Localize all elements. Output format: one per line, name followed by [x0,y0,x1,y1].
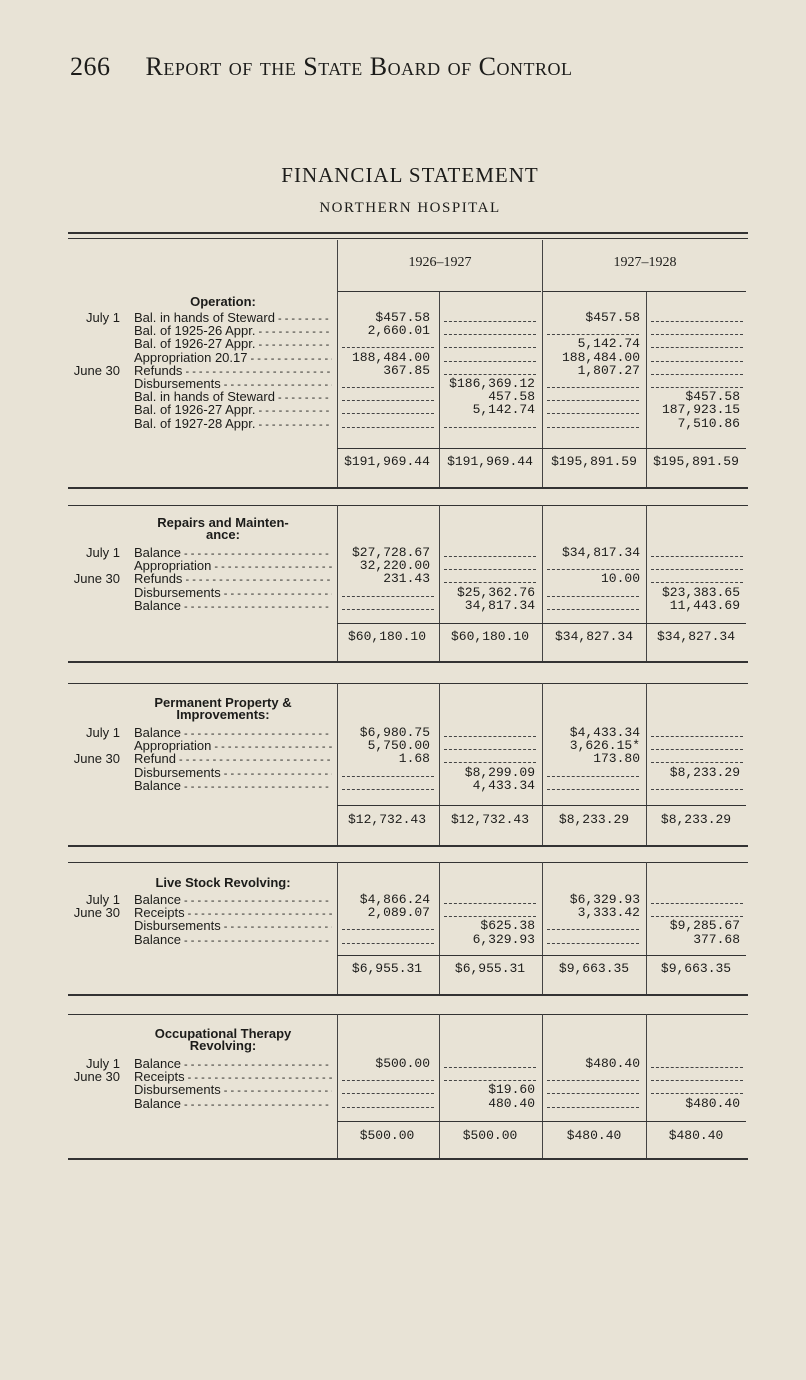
row-amount: 5,750.00 [367,738,430,754]
column-line [439,292,440,487]
blank-entry-leader [444,569,536,570]
blank-entry-leader [651,374,743,375]
totals-rule [337,805,746,806]
blank-entry-leader [547,413,639,414]
blank-entry-leader [547,1093,639,1094]
row-amount: 377.68 [693,931,740,947]
blank-entry-leader [651,762,743,763]
blank-entry-leader [444,903,536,904]
row-amount: $500.00 [375,1056,430,1071]
row-amount: 10.00 [600,571,640,587]
section-bottom-rule [68,661,748,663]
row-label: Balance - - - [134,599,332,614]
section-bottom-rule [68,1158,748,1160]
row-amount: 2,660.01 [367,323,430,339]
blank-entry-leader [444,762,536,763]
total-amount: $9,663.35 [660,961,732,976]
blank-entry-leader [444,749,536,750]
row-label: Refund - - - [134,752,332,767]
page-number: 266 [70,52,111,81]
row-label: Disbursements - - - [134,377,332,392]
blank-entry-leader [651,1093,743,1094]
row-amount: $480.40 [685,1095,740,1111]
row-label: Balance - - - [134,1097,332,1112]
blank-entry-leader [547,1080,639,1081]
row-label: Balance - - - [134,933,332,948]
row-amount: $8,299.09 [464,764,535,780]
total-amount: $480.40 [668,1128,724,1143]
total-amount: $12,732.43 [347,812,426,827]
blank-entry-leader [444,374,536,375]
blank-entry-leader [547,789,639,790]
column-line [542,292,543,487]
totals-rule [337,1121,746,1122]
blank-entry-leader [651,556,743,557]
column-line [439,683,440,845]
row-amount: $4,433.34 [569,725,640,740]
row-label: Disbursements - - - [134,766,332,781]
column-line [337,292,338,487]
blank-entry-leader [444,347,536,348]
row-date: June 30 [73,751,120,767]
total-amount: $9,663.35 [558,961,630,976]
blank-entry-leader [651,361,743,362]
column-line [337,683,338,845]
document-subtitle: NORTHERN HOSPITAL [319,200,501,216]
row-date: June 30 [73,362,120,378]
row-label: Receipts - - - [134,1070,332,1085]
column-line [542,505,543,661]
row-date: July 1 [86,310,120,325]
row-amount: $186,369.12 [449,376,535,391]
row-amount: $457.58 [375,310,430,325]
total-amount: $191,969.44 [344,454,430,469]
blank-entry-leader [651,736,743,737]
blank-entry-leader [444,916,536,917]
row-amount: 2,089.07 [367,905,430,921]
blank-entry-leader [444,321,536,322]
column-header-1927-1928: 1927–1928 [613,255,677,270]
total-amount: $480.40 [566,1128,622,1143]
blank-entry-leader [342,1080,434,1081]
column-line [542,1014,543,1158]
col-line-header-1 [337,240,338,292]
row-date: June 30 [73,1069,120,1085]
blank-entry-leader [651,582,743,583]
blank-entry-leader [547,569,639,570]
row-label: Balance - - - [134,1057,332,1072]
row-amount: $6,329.93 [569,892,640,907]
row-label: Balance - - - [134,546,332,561]
total-amount: $195,891.59 [551,454,637,469]
row-label: Balance - - - [134,779,332,794]
row-label: Balance - - - [134,893,332,908]
row-amount: $25,362.76 [456,584,535,600]
row-amount: 1,807.27 [577,362,640,378]
row-amount: $27,728.67 [351,545,430,560]
column-line [337,862,338,994]
row-label: Bal. of 1925-26 Appr. - - - [134,324,332,339]
row-amount: $4,866.24 [359,892,430,907]
blank-entry-leader [547,1107,639,1108]
row-date: June 30 [73,905,120,921]
top-rule [68,232,748,234]
top-rule-second [68,238,748,239]
row-amount: $625.38 [480,918,535,934]
total-amount: $34,827.34 [656,629,735,644]
col-line-header-2 [542,240,543,292]
section-heading: Occupational Therapy [154,1026,292,1041]
blank-entry-leader [651,1080,743,1081]
blank-entry-leader [342,596,434,597]
document-title: FINANCIAL STATEMENT [281,163,539,187]
row-amount: $19.60 [488,1082,535,1098]
blank-entry-leader [651,916,743,917]
section-bottom-rule [68,845,748,847]
blank-entry-leader [547,929,639,930]
blank-entry-leader [547,387,639,388]
blank-entry-leader [342,427,434,428]
blank-entry-leader [444,334,536,335]
row-date: June 30 [73,571,120,587]
row-amount: 367.85 [383,362,430,378]
running-head-title: Report of the State Board of Control [145,52,573,81]
blank-entry-leader [651,321,743,322]
total-amount: $8,233.29 [660,812,732,827]
total-amount: $60,180.10 [347,629,426,644]
column-line [542,683,543,845]
blank-entry-leader [651,1067,743,1068]
blank-entry-leader [342,943,434,944]
totals-rule [337,448,746,449]
row-amount: 187,923.15 [661,402,740,418]
row-amount: $23,383.65 [661,584,740,600]
blank-entry-leader [444,556,536,557]
header-rule-right [542,291,746,292]
total-amount: $8,233.29 [558,812,630,827]
blank-entry-leader [444,1067,536,1068]
row-label: Receipts - - - [134,906,332,921]
total-amount: $34,827.34 [554,629,633,644]
row-date: July 1 [86,892,120,907]
row-amount: 4,433.34 [472,777,535,793]
row-label: Bal. in hands of Steward - - - [134,311,332,326]
blank-entry-leader [651,347,743,348]
blank-entry-leader [651,789,743,790]
row-label: Appropriation - - - [134,559,332,574]
row-label: Refunds - - - [134,572,332,587]
blank-entry-leader [342,387,434,388]
totals-rule [337,955,746,956]
blank-entry-leader [444,361,536,362]
column-line [542,862,543,994]
row-amount: $6,980.75 [359,725,430,740]
row-label: Bal. in hands of Steward - - - [134,390,332,405]
column-line [646,505,647,661]
column-line [439,1014,440,1158]
row-amount: 480.40 [488,1095,535,1111]
blank-entry-leader [547,596,639,597]
blank-entry-leader [651,334,743,335]
row-date: July 1 [86,725,120,740]
section-heading: Improvements: [176,707,270,722]
row-amount: 5,142.74 [577,336,640,352]
row-label: Disbursements - - - [134,1083,332,1098]
row-amount: $9,285.67 [669,918,740,934]
blank-entry-leader [651,387,743,388]
row-amount: 188,484.00 [351,349,430,365]
section-bottom-rule [68,487,748,489]
row-label: Bal. of 1927-28 Appr. - - - [134,417,332,432]
blank-entry-leader [547,334,639,335]
column-line [337,505,338,661]
section-heading: Operation: [190,294,256,309]
row-amount: 34,817.34 [464,597,535,613]
section-heading: Permanent Property & [154,695,292,710]
blank-entry-leader [547,400,639,401]
blank-entry-leader [342,1093,434,1094]
section-heading: ance: [206,527,240,542]
column-line [337,1014,338,1158]
row-label: Disbursements - - - [134,919,332,934]
row-amount: 231.43 [383,571,430,587]
blank-entry-leader [342,929,434,930]
row-label: Refunds - - - [134,364,332,379]
blank-entry-leader [444,427,536,428]
blank-entry-leader [342,400,434,401]
total-amount: $60,180.10 [450,629,529,644]
row-label: Balance - - - [134,726,332,741]
row-amount: 5,142.74 [472,402,535,418]
section-heading: Repairs and Mainten- [157,515,289,530]
blank-entry-leader [444,1080,536,1081]
totals-rule [337,623,746,624]
row-amount: $457.58 [585,310,640,325]
total-amount: $6,955.31 [454,961,526,976]
blank-entry-leader [547,427,639,428]
row-label: Bal. of 1926-27 Appr. - - - [134,403,332,418]
running-head [70,52,572,82]
column-line [646,1014,647,1158]
blank-entry-leader [547,609,639,610]
total-amount: $6,955.31 [351,961,423,976]
blank-entry-leader [342,1107,434,1108]
total-amount: $500.00 [359,1128,415,1143]
row-amount: 7,510.86 [677,415,740,431]
row-amount: $8,233.29 [669,764,740,780]
row-date: July 1 [86,545,120,560]
row-label: Disbursements - - - [134,586,332,601]
total-amount: $191,969.44 [447,454,533,469]
total-amount: $195,891.59 [653,454,739,469]
blank-entry-leader [547,943,639,944]
column-line [439,505,440,661]
row-amount: $457.58 [685,389,740,405]
row-label: Bal. of 1926-27 Appr. - - - [134,337,332,352]
blank-entry-leader [342,609,434,610]
blank-entry-leader [547,776,639,777]
row-amount: 173.80 [593,751,640,767]
blank-entry-leader [342,776,434,777]
total-amount: $12,732.43 [450,812,529,827]
row-date: July 1 [86,1056,120,1071]
row-amount: $480.40 [585,1056,640,1071]
column-line [646,862,647,994]
section-heading: Live Stock Revolving: [155,875,291,890]
blank-entry-leader [444,582,536,583]
row-amount: 3,626.15* [569,738,640,754]
total-amount: $500.00 [462,1128,518,1143]
row-amount: 188,484.00 [561,349,640,365]
column-header-1926-1927: 1926–1927 [408,255,472,270]
column-line [439,862,440,994]
row-amount: 6,329.93 [472,931,535,947]
column-line [646,683,647,845]
row-label: Appropriation 20.17 - - - [134,351,332,366]
section-bottom-rule [68,994,748,996]
blank-entry-leader [444,736,536,737]
blank-entry-leader [342,413,434,414]
blank-entry-leader [651,749,743,750]
blank-entry-leader [342,347,434,348]
row-amount: 457.58 [488,389,535,405]
row-amount: 3,333.42 [577,905,640,921]
row-label: Appropriation - - - [134,739,332,754]
blank-entry-leader [651,569,743,570]
blank-entry-leader [651,903,743,904]
row-amount: 11,443.69 [669,597,740,613]
section-heading: Revolving: [189,1038,257,1053]
blank-entry-leader [342,789,434,790]
column-line [646,292,647,487]
row-amount: 1.68 [398,751,430,767]
row-amount: 32,220.00 [359,558,430,574]
row-amount: $34,817.34 [561,545,640,560]
